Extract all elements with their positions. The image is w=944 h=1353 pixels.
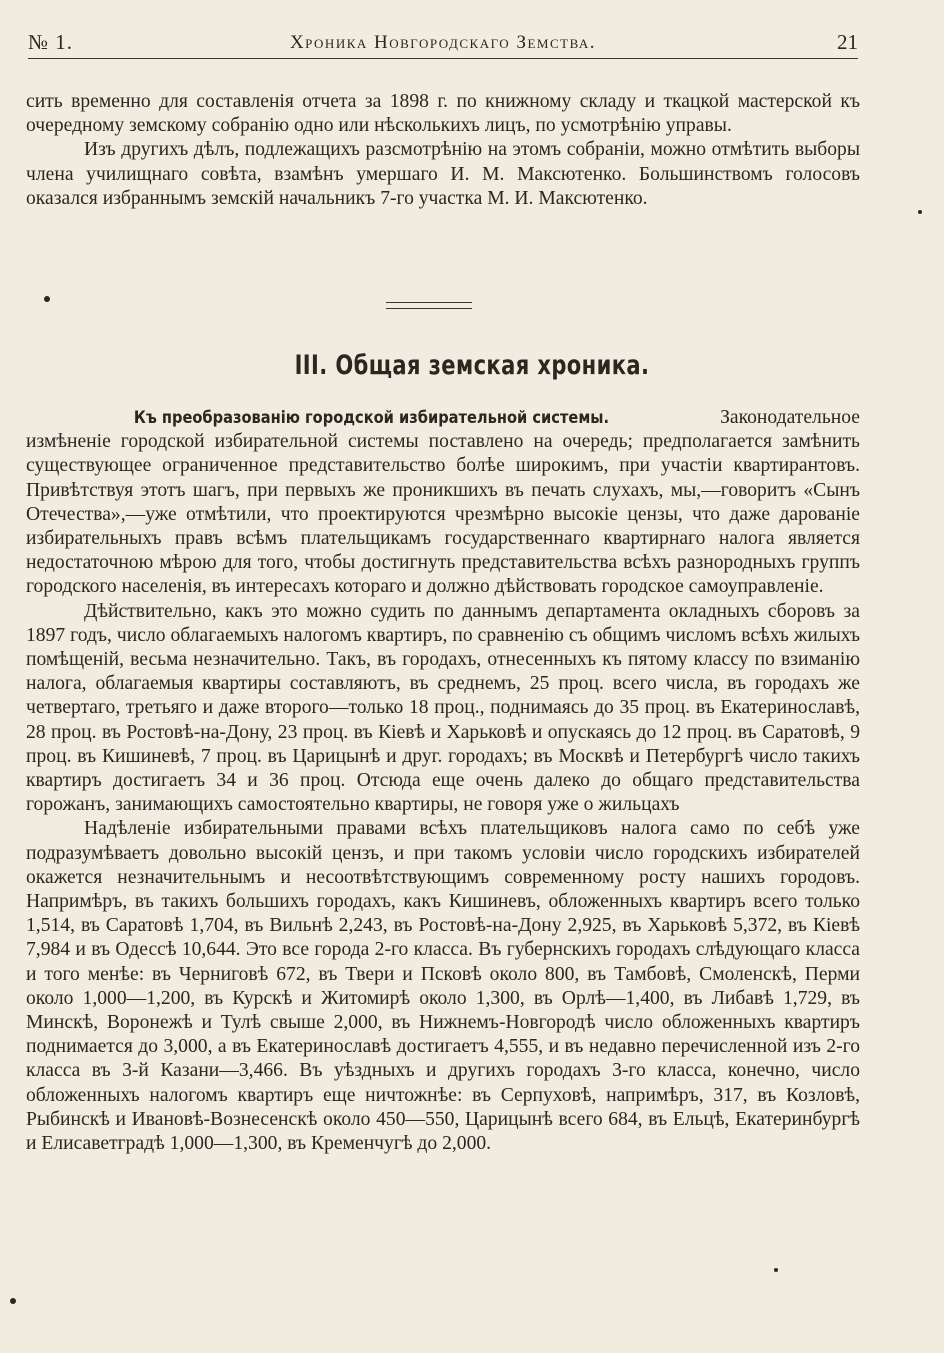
article-heading: Къ преобразованію городской избирательной системы. (133, 408, 610, 428)
ink-speck (774, 1268, 778, 1272)
page-number: 21 (837, 30, 858, 54)
section-title: III. Общая земская хроника. (294, 350, 650, 381)
issue-number: № 1. (28, 30, 74, 54)
intro-paragraph-1: сить временно для составленія отчета за 1898 г. по книжному складу и ткацкой мастерской къ очередному земскому собранію одно или нѣсколькихъ лицъ, по усмотрѣнію управы. (26, 91, 860, 137)
article-lead-text: Законодательное измѣненіе городской избирательной системы поставлено на очередь; предполагается замѣнить существующее ограниченное представительство болѣе широкимъ, при участіи квартирантовъ. Привѣтствуя этотъ шагъ, при первыхъ же проникшихъ въ печать слухахъ, мы,—говоритъ «Сынъ Отечества»,—уже отмѣтили, что проектируются чрезмѣрно высокіе цензы, что даже дарованіе избирательныхъ правъ всѣмъ плательщикамъ государственнаго квартирнаго налога является недостаточною мѣрою для того, чтобы достигнуть представительства всѣхъ разнородныхъ группъ городского населенія, въ интересахъ которaго и должно дѣйствовать городское самоуправленіе. (26, 407, 860, 598)
article-paragraph-1: Дѣйствительно, какъ это можно судить по даннымъ департамента окладныхъ сборовъ за 1897 годъ, число облагаемыхъ налогомъ квартиръ, по сравненію съ общимъ числомъ всѣхъ жилыхъ помѣщеній, весьма незначительно. Такъ, въ городахъ, отнесенныхъ къ пятому классу по взиманію налога, облагаемыя квартиры составляютъ, въ среднемъ, 25 проц. всего числа, въ городахъ же четвертаго, третьяго и даже второго—только 18 проц., поднимаясь до 35 проц. въ Екатеринославѣ, 28 проц. въ Ростовѣ-на-Дону, 23 проц. въ Кіевѣ и Харьковѣ и опускаясь до 12 проц. въ Саратовѣ, 9 проц. въ Кишиневѣ, 7 проц. въ Царицынѣ и друг. городахъ; въ Москвѣ и Петербургѣ число такихъ квартиръ достигаетъ 34 и 36 проц. Отсюда еще очень далеко до общаго представительства горожанъ, занимающихъ самостоятельно квартиры, не говоря уже о жильцахъ (26, 600, 860, 816)
article-paragraph-2: Надѣленіе избирательными правами всѣхъ плательщиковъ налога само по себѣ уже подразумѣваетъ довольно высокій цензъ, и при такомъ условіи число городскихъ избирателей окажется незначительнымъ и несоотвѣтствующимъ современному росту нашихъ городовъ. Напримѣръ, въ такихъ большихъ городахъ, какъ Кишиневъ, обложенныхъ квартиръ всего только 1,514, въ Саратовѣ 1,704, въ Вильнѣ 2,243, въ Ростовѣ-на-Дону 2,925, въ Харьковѣ 5,372, въ Кіевѣ 7,984 и въ Одессѣ 10,644. Это все города 2-го класса. Въ губернскихъ городахъ слѣдующаго класса и того менѣе: въ Черниговѣ 672, въ Твери и Псковѣ около 800, въ Тамбовѣ, Смоленскѣ, Перми около 1,000—1,200, въ Курскѣ и Житомирѣ около 1,300, въ Орлѣ—1,400, въ Либавѣ 1,729, въ Минскѣ, Воронежѣ и Тулѣ свыше 2,000, въ Нижнемъ-Новгородѣ число обложенныхъ квартиръ поднимается до 3,000, а въ Екатеринославѣ достигаетъ 4,555, и въ недавно перечисленной изъ 2-го класса въ 3-й Казани—3,466. Въ уѣздныхъ и другихъ городахъ 3-го класса, конечно, число обложенныхъ налогомъ квартиръ еще ничтожнѣе: въ Серпуховѣ, напримѣръ, 317, въ Козловѣ, Рыбинскѣ и Ивановѣ-Вознесенскѣ около 450—550, Царицынѣ всего 684, въ Ельцѣ, Екатеринбургѣ и Елисаветградѣ 1,000—1,300, въ Кременчугѣ до 2,000. (26, 818, 860, 1155)
intro-text (26, 90, 860, 211)
section-divider (386, 302, 472, 309)
ink-speck (918, 210, 922, 214)
ink-speck (44, 296, 50, 302)
running-title: Хроника Новгородскаго Земства. (289, 32, 597, 53)
running-header (28, 28, 858, 59)
ink-speck (10, 1298, 16, 1304)
intro-paragraph-2: Изъ другихъ дѣлъ, подлежащихъ разсмотрѣнію на этомъ собраніи, можно отмѣтить выборы члена училищнаго совѣта, взамѣнъ умершаго И. М. Максютенко. Большинствомъ голосовъ оказался избраннымъ земскій начальникъ 7-го участка М. И. Максютенко. (26, 139, 860, 209)
article-lead-paragraph (26, 406, 860, 600)
article-body (26, 406, 860, 1156)
